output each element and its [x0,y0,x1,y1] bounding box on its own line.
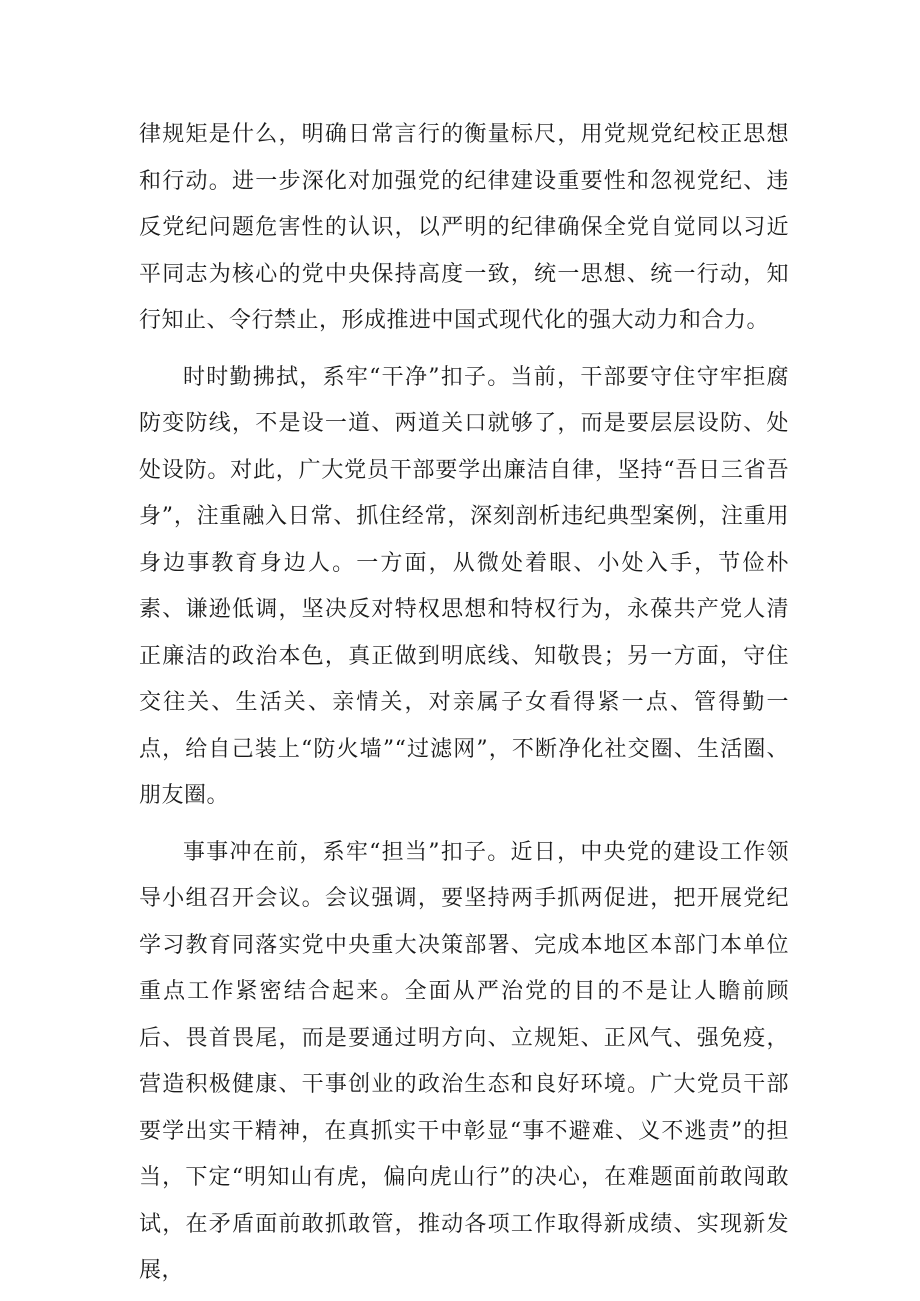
paragraph-1: 律规矩是什么，明确日常言行的衡量标尺，用党规党纪校正思想和行动。进一步深化对加强党的纪律建设重要性和忽视党纪、违反党纪问题危害性的认识，以严明的纪律确保全党自觉同以习近平同志为核心的党中央保持高度一致，统一思想、统一行动，知行知止、令行禁止，形成推进中国式现代化的强大动力和合力。 [139,122,789,333]
paragraph-2: 时时勤拂拭，系牢“干净”扣子。当前，干部要守住守牢拒腐防变防线，不是设一道、两道关口就够了，而是要层层设防、处处设防。对此，广大党员干部要学出廉洁自律，坚持“吾日三省吾身”，注重融入日常、抓住经常，深刻剖析违纪典型案例，注重用身边事教育身边人。一方面，从微处着眼、小处入手，节俭朴素、谦逊低调，坚决反对特权思想和特权行为，永葆共产党人清正廉洁的政治本色，真正做到明底线、知敬畏；另一方面，守住交往关、生活关、亲情关，对亲属子女看得紧一点、管得勤一点，给自己装上“防火墙”“过滤网”，不断净化社交圈、生活圈、朋友圈。 [139,364,789,808]
document-body [139,112,789,1295]
paragraph-3: 事事冲在前，系牢“担当”扣子。近日，中央党的建设工作领导小组召开会议。会议强调，要坚持两手抓两促进，把开展党纪学习教育同落实党中央重大决策部署、完成本地区本部门本单位重点工作紧密结合起来。全面从严治党的目的不是让人瞻前顾后、畏首畏尾，而是要通过明方向、立规矩、正风气、强免疫，营造积极健康、干事创业的政治生态和良好环境。广大党员干部要学出实干精神，在真抓实干中彰显“事不避难、义不逃责”的担当，下定“明知山有虎，偏向虎山行”的决心，在难题面前敢闯敢试，在矛盾面前敢抓敢管，推动各项工作取得新成绩、实现新发展， [139,839,789,1283]
